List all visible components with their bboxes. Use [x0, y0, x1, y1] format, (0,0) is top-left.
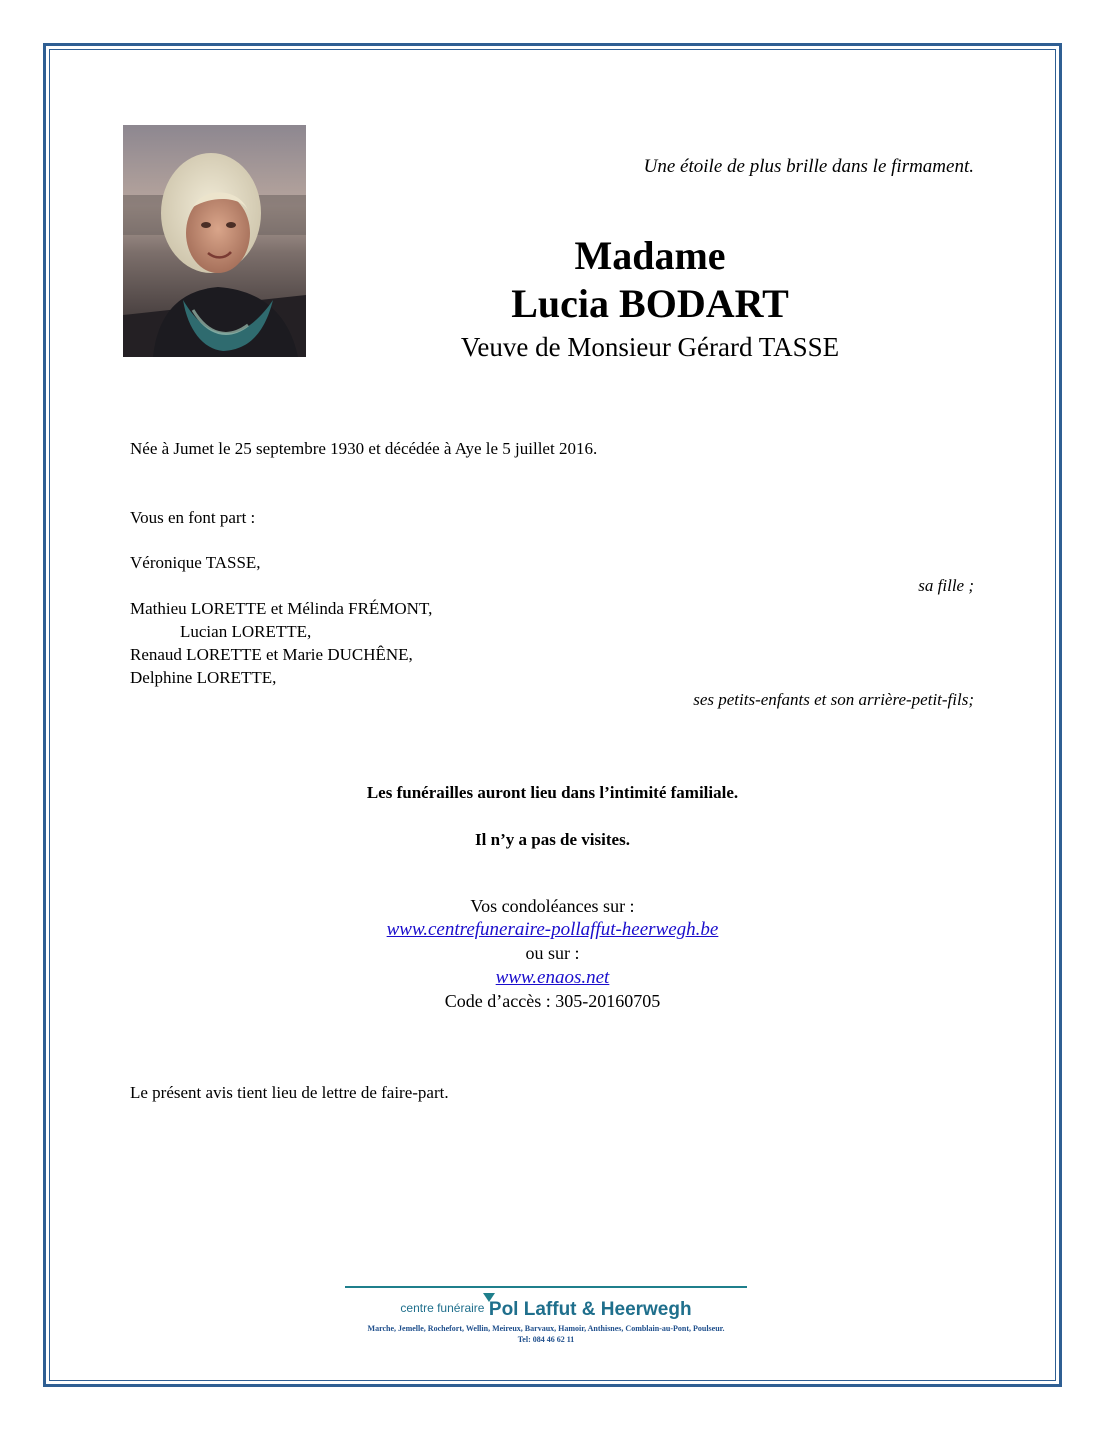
condolences-link-1[interactable]: www.centrefuneraire-pollaffut-heerwegh.be	[386, 919, 719, 940]
deceased-name: Lucia BODART	[511, 281, 789, 326]
title-block	[390, 232, 910, 364]
grandchildren-role: ses petits-enfants et son arrière-petit-fils;	[693, 690, 974, 709]
logo-phone: Tel: 084 46 62 11	[517, 1335, 575, 1344]
condolences-link-2[interactable]: www.enaos.net	[495, 967, 610, 988]
grandchild-entry: Lucian LORETTE,	[180, 622, 312, 641]
condolences-or: ou sur :	[525, 943, 580, 963]
announcement-intro: Vous en font part :	[130, 508, 256, 527]
portrait-photo	[123, 125, 306, 357]
condolences-link-2-wrap	[130, 966, 975, 989]
no-visits-notice: Il n’y a pas de visites.	[475, 830, 630, 849]
grandchild-entry: Mathieu LORETTE et Mélinda FRÉMONT,	[130, 599, 433, 618]
logo-rule	[345, 1286, 747, 1288]
condolences-link-1-wrap	[130, 918, 975, 941]
logo-prefix: centre funéraire	[400, 1301, 485, 1315]
logo-locations: Marche, Jemelle, Rochefort, Wellin, Meireux, Barvaux, Hamoir, Anthisnes, Comblain-au-Pont, Poulseur.	[367, 1324, 725, 1333]
closing-note: Le présent avis tient lieu de lettre de faire-part.	[130, 1083, 449, 1102]
funeral-notice: Les funérailles auront lieu dans l’intimité familiale.	[366, 783, 739, 802]
logo-brand: Pol Laffut & Heerwegh	[488, 1299, 692, 1320]
widow-subtitle: Veuve de Monsieur Gérard TASSE	[460, 332, 840, 362]
daughter-role: sa fille ;	[918, 576, 974, 595]
honorific-title: Madame	[574, 233, 726, 278]
funeral-home-logo	[345, 1286, 747, 1346]
access-code: Code d’accès : 305-20160705	[444, 991, 661, 1011]
birth-death-line: Née à Jumet le 25 septembre 1930 et décédée à Aye le 5 juillet 2016.	[130, 439, 598, 458]
condolences-intro: Vos condoléances sur :	[470, 896, 635, 916]
logo-brand-line	[345, 1299, 747, 1321]
grandchild-entry: Renaud LORETTE et Marie DUCHÊNE,	[130, 645, 413, 664]
epigraph-quote: Une étoile de plus brille dans le firmament.	[643, 156, 974, 177]
grandchild-entry: Delphine LORETTE,	[130, 668, 277, 687]
family-daughter: Véronique TASSE,	[130, 553, 261, 572]
